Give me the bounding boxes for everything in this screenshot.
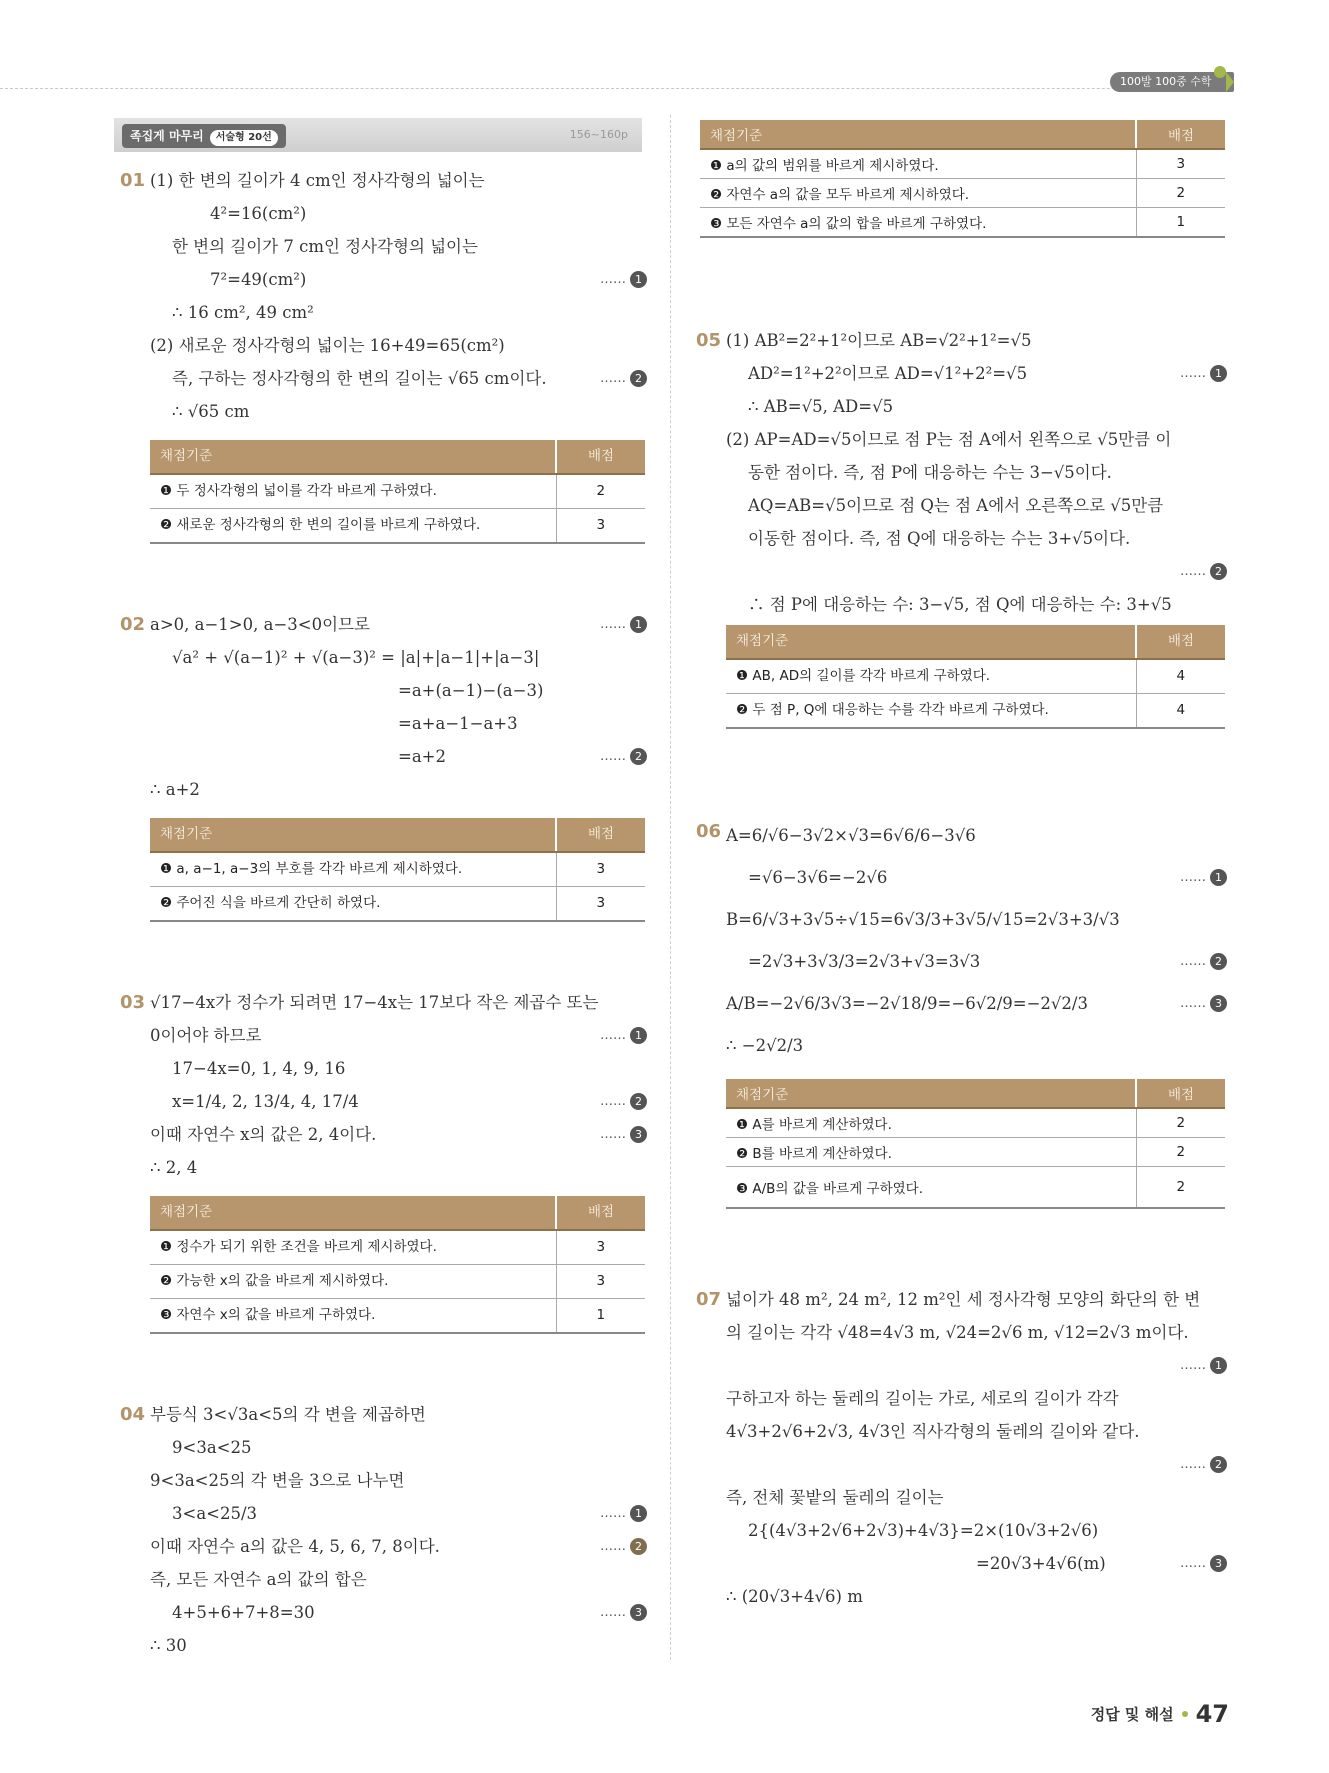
footer-label: 정답 및 해설 bbox=[1090, 1705, 1174, 1724]
line: (1) 한 변의 길이가 4 cm인 정사각형의 넓이는 bbox=[150, 171, 485, 190]
step-marker: …… 1 bbox=[600, 1019, 647, 1052]
line: ∴ √65 cm bbox=[172, 402, 250, 421]
line: 즉, 전체 꽃밭의 둘레의 길이는 bbox=[726, 1488, 944, 1507]
step-marker: …… 1 bbox=[1180, 857, 1227, 899]
table-row: ❷ 자연수 a의 값을 모두 바르게 제시하였다. 2 bbox=[700, 179, 1225, 208]
line bbox=[726, 555, 1225, 588]
step-marker: …… 3 bbox=[600, 1596, 647, 1629]
table-row: ❶ 두 정사각형의 넓이를 각각 바르게 구하였다. 2 bbox=[150, 474, 645, 509]
line: =a+2 …… 2 bbox=[150, 740, 645, 773]
problem-number: 06 bbox=[696, 821, 722, 842]
scoring-table: 채점기준 배점 ❶ AB, AD의 길이를 각각 바르게 구하였다. 4 ❷ 두 점 P, Q에 대응하는 수를 각각 바르게 구하였다. 4 bbox=[726, 625, 1225, 729]
section-title: 족집게 마무리 서술형 20선 bbox=[122, 124, 286, 148]
badge-dot-icon bbox=[1214, 66, 1226, 78]
step-marker: …… 2 bbox=[600, 1530, 647, 1563]
step-marker: …… 2 bbox=[1180, 941, 1227, 983]
step-marker: …… 1 bbox=[1180, 1349, 1227, 1382]
left-column bbox=[120, 118, 645, 1662]
table-row: ❶ A를 바르게 계산하였다. 2 bbox=[726, 1108, 1225, 1138]
line: 17−4x=0, 1, 4, 9, 16 bbox=[172, 1059, 346, 1078]
line: =a+a−1−a+3 bbox=[398, 714, 518, 733]
table-row: ❶ AB, AD의 길이를 각각 바르게 구하였다. 4 bbox=[726, 659, 1225, 694]
problem-number: 02 bbox=[120, 614, 146, 635]
table-row: ❷ 두 점 P, Q에 대응하는 수를 각각 바르게 구하였다. 4 bbox=[726, 694, 1225, 729]
problem-07 bbox=[696, 1283, 1225, 1613]
table-row: ❸ 자연수 x의 값을 바르게 구하였다. 1 bbox=[150, 1299, 645, 1334]
book-badge bbox=[1110, 72, 1234, 92]
table-row: ❶ a의 값의 범위를 바르게 제시하였다. 3 bbox=[700, 149, 1225, 179]
line: 의 길이는 각각 √48=4√3 m, √24=2√6 m, √12=2√3 m이다. bbox=[726, 1323, 1189, 1342]
line: AD²=1²+2²이므로 AD=√1²+2²=√5 …… 1 bbox=[726, 357, 1225, 390]
line: 즉, 구하는 정사각형의 한 변의 길이는 √65 cm이다. …… 2 bbox=[150, 362, 645, 395]
badge-arrow-icon bbox=[1226, 72, 1234, 92]
step-marker: …… 2 bbox=[600, 1085, 647, 1118]
line: A=6/√6−3√2×√3=6√6/6−3√6 bbox=[726, 826, 976, 845]
step-marker: …… 1 bbox=[600, 263, 647, 296]
problem-03 bbox=[120, 986, 645, 1334]
scoring-table: 채점기준 배점 ❶ A를 바르게 계산하였다. 2 ❷ B를 바르게 계산하였다. 2 ❸ A/B의 값을 바르게 구하였다. 2 bbox=[726, 1079, 1225, 1209]
line: √a² + √(a−1)² + √(a−3)² = |a|+|a−1|+|a−3| bbox=[172, 648, 540, 667]
line: AQ=AB=√5이므로 점 Q는 점 A에서 오른쪽으로 √5만큼 bbox=[748, 496, 1164, 515]
right-column bbox=[696, 118, 1225, 1613]
line: ∴ 30 bbox=[150, 1636, 187, 1655]
table-row: ❷ 주어진 식을 바르게 간단히 하였다. 3 bbox=[150, 887, 645, 922]
scoring-table: 채점기준 배점 ❶ 정수가 되기 위한 조건을 바르게 제시하였다. 3 ❷ 가능한 x의 값을 바르게 제시하였다. 3 ❸ 자연수 x의 값을 바르게 구하였다. 1 bbox=[150, 1196, 645, 1334]
line: 넓이가 48 m², 24 m², 12 m²인 세 정사각형 모양의 화단의 한 변 bbox=[726, 1290, 1201, 1309]
page-number: 47 bbox=[1195, 1700, 1229, 1728]
problem-number: 05 bbox=[696, 330, 722, 351]
line: 이때 자연수 a의 값은 4, 5, 6, 7, 8이다. …… 2 bbox=[150, 1530, 645, 1563]
line: 0이어야 하므로 …… 1 bbox=[150, 1019, 645, 1052]
line: x=1/4, 2, 13/4, 4, 17/4 …… 2 bbox=[150, 1085, 645, 1118]
line: 동한 점이다. 즉, 점 P에 대응하는 수는 3−√5이다. bbox=[748, 463, 1112, 482]
line: (1) AB²=2²+1²이므로 AB=√2²+1²=√5 bbox=[726, 331, 1032, 350]
table-row: ❸ 모든 자연수 a의 값의 합을 바르게 구하였다. 1 bbox=[700, 208, 1225, 238]
line: √17−4x가 정수가 되려면 17−4x는 17보다 작은 제곱수 또는 bbox=[150, 993, 599, 1012]
line: 9<3a<25의 각 변을 3으로 나누면 bbox=[150, 1471, 405, 1490]
problem-05 bbox=[696, 324, 1225, 729]
line: 이때 자연수 x의 값은 2, 4이다. …… 3 bbox=[150, 1118, 645, 1151]
scoring-table-04: 채점기준 배점 ❶ a의 값의 범위를 바르게 제시하였다. 3 ❷ 자연수 a의 값을 모두 바르게 제시하였다. 2 ❸ 모든 자연수 a의 값의 합을 바르게 구하였다. 1 bbox=[700, 120, 1225, 238]
scoring-table: 채점기준 배점 ❶ 두 정사각형의 넓이를 각각 바르게 구하였다. 2 ❷ 새로운 정사각형의 한 변의 길이를 바르게 구하였다. 3 bbox=[150, 440, 645, 544]
line: =2√3+3√3/3=2√3+√3=3√3 …… 2 bbox=[726, 941, 1225, 983]
step-marker: …… 1 bbox=[600, 608, 647, 641]
line bbox=[726, 1448, 1225, 1481]
line: A/B=−2√6/3√3=−2√18/9=−6√2/9=−2√2/3 …… 3 bbox=[726, 983, 1225, 1025]
problem-06 bbox=[696, 815, 1225, 1209]
line: =a+(a−1)−(a−3) bbox=[398, 681, 544, 700]
line: 이동한 점이다. 즉, 점 Q에 대응하는 수는 3+√5이다. bbox=[748, 529, 1131, 548]
line: =20√3+4√6(m) …… 3 bbox=[726, 1547, 1225, 1580]
line bbox=[726, 1349, 1225, 1382]
line: 부등식 3<√3a<5의 각 변을 제곱하면 bbox=[150, 1405, 426, 1424]
problem-number: 01 bbox=[120, 170, 146, 191]
problem-number: 04 bbox=[120, 1404, 146, 1425]
line: ∴ a+2 bbox=[150, 780, 200, 799]
step-marker: …… 3 bbox=[1180, 983, 1227, 1025]
problem-number: 03 bbox=[120, 992, 146, 1013]
table-row: ❶ 정수가 되기 위한 조건을 바르게 제시하였다. 3 bbox=[150, 1230, 645, 1265]
section-pages: 156~160p bbox=[569, 128, 628, 141]
line: ∴ −2√2/3 bbox=[726, 1036, 804, 1055]
book-title: 100발 100중 수학 bbox=[1120, 75, 1212, 88]
table-row: ❷ 가능한 x의 값을 바르게 제시하였다. 3 bbox=[150, 1265, 645, 1299]
line: 4²=16(cm²) bbox=[210, 204, 307, 223]
scoring-table: 채점기준 배점 ❶ a, a−1, a−3의 부호를 각각 바르게 제시하였다. 3 ❷ 주어진 식을 바르게 간단히 하였다. 3 bbox=[150, 818, 645, 922]
line: 9<3a<25 bbox=[172, 1438, 252, 1457]
problem-01 bbox=[120, 164, 645, 544]
problem-02 bbox=[120, 608, 645, 922]
line: =√6−3√6=−2√6 …… 1 bbox=[726, 857, 1225, 899]
table-row: ❷ 새로운 정사각형의 한 변의 길이를 바르게 구하였다. 3 bbox=[150, 509, 645, 544]
step-marker: …… 2 bbox=[1180, 555, 1227, 588]
line: (2) AP=AD=√5이므로 점 P는 점 A에서 왼쪽으로 √5만큼 이 bbox=[726, 430, 1172, 449]
line: ∴ (20√3+4√6) m bbox=[726, 1587, 863, 1606]
table-row: ❸ A/B의 값을 바르게 구하였다. 2 bbox=[726, 1167, 1225, 1209]
section-header bbox=[114, 118, 642, 152]
step-marker: …… 1 bbox=[600, 1497, 647, 1530]
step-marker: …… 2 bbox=[1180, 1448, 1227, 1481]
line: ∴ AB=√5, AD=√5 bbox=[748, 397, 894, 416]
line: 4√3+2√6+2√3, 4√3인 직사각형의 둘레의 길이와 같다. bbox=[726, 1422, 1140, 1441]
line: B=6/√3+3√5÷√15=6√3/3+3√5/√15=2√3+3/√3 bbox=[726, 910, 1120, 929]
line: 3<a<25/3 …… 1 bbox=[150, 1497, 645, 1530]
table-row: ❷ B를 바르게 계산하였다. 2 bbox=[726, 1138, 1225, 1167]
line: ∴ 2, 4 bbox=[150, 1158, 198, 1177]
problem-number: 07 bbox=[696, 1289, 722, 1310]
line: 4+5+6+7+8=30 …… 3 bbox=[150, 1596, 645, 1629]
line: ∴ 점 P에 대응하는 수: 3−√5, 점 Q에 대응하는 수: 3+√5 bbox=[748, 595, 1172, 614]
header-rule bbox=[0, 88, 1230, 89]
table-row: ❶ a, a−1, a−3의 부호를 각각 바르게 제시하였다. 3 bbox=[150, 852, 645, 887]
line: 구하고자 하는 둘레의 길이는 가로, 세로의 길이가 각각 bbox=[726, 1389, 1119, 1408]
line: a>0, a−1>0, a−3<0이므로 …… 1 bbox=[150, 608, 645, 641]
line: ∴ 16 cm², 49 cm² bbox=[172, 303, 314, 322]
line: 2{(4√3+2√6+2√3)+4√3}=2×(10√3+2√6) bbox=[748, 1521, 1099, 1540]
footer-dot-icon bbox=[1182, 1711, 1188, 1717]
problem-04 bbox=[120, 1398, 645, 1662]
column-divider bbox=[670, 115, 671, 1660]
line: 한 변의 길이가 7 cm인 정사각형의 넓이는 bbox=[172, 237, 478, 256]
page-footer bbox=[1091, 1700, 1229, 1728]
step-marker: …… 2 bbox=[600, 740, 647, 773]
step-marker: …… 3 bbox=[600, 1118, 647, 1151]
line: (2) 새로운 정사각형의 넓이는 16+49=65(cm²) bbox=[150, 336, 505, 355]
step-marker: …… 3 bbox=[1180, 1547, 1227, 1580]
line: 즉, 모든 자연수 a의 값의 합은 bbox=[150, 1570, 367, 1589]
step-marker: …… 1 bbox=[1180, 357, 1227, 390]
line: 7²=49(cm²) …… 1 bbox=[150, 263, 645, 296]
step-marker: …… 2 bbox=[600, 362, 647, 395]
section-subtitle: 서술형 20선 bbox=[210, 130, 278, 146]
